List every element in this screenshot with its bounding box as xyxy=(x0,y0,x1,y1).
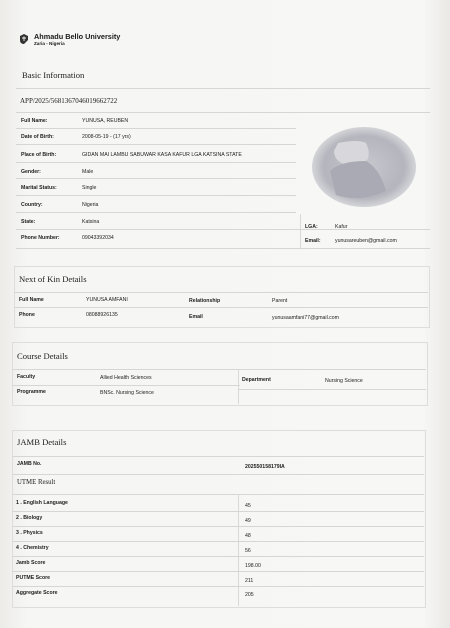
marital-label: Marital Status: xyxy=(21,185,57,191)
row-line xyxy=(16,195,296,196)
row-line xyxy=(12,571,424,572)
row-line xyxy=(16,178,296,179)
course-box xyxy=(12,342,428,406)
subject-label: 1 . English Language xyxy=(16,500,68,506)
full-name-value: YUNUSA, REUBEN xyxy=(82,118,129,124)
utme-title: UTME Result xyxy=(17,479,56,486)
jamb-score-value: 198.00 xyxy=(245,563,261,569)
country-label: Country: xyxy=(21,202,43,208)
country-value: Nigeria xyxy=(82,202,99,208)
row-line xyxy=(16,128,296,129)
university-name: Ahmadu Bello University xyxy=(34,32,121,41)
university-crest-icon xyxy=(18,33,30,45)
divider xyxy=(12,456,424,457)
application-number: APP/2025/5681367046019662722 xyxy=(20,97,118,105)
state-value: Katsina xyxy=(82,219,100,225)
faculty-label: Faculty xyxy=(17,374,36,380)
row-line xyxy=(12,556,424,557)
aggregate-score-value: 205 xyxy=(245,592,254,598)
lga-value: Kafur xyxy=(335,224,348,230)
divider xyxy=(16,112,430,113)
dob-label: Date of Birth: xyxy=(21,134,54,140)
subject-score: 49 xyxy=(245,518,251,524)
row-line xyxy=(12,511,424,512)
letterhead xyxy=(18,33,120,47)
row-line xyxy=(16,162,296,163)
row-line xyxy=(16,229,430,230)
kin-rel-label: Relationship xyxy=(189,298,221,304)
subject-label: 4 . Chemistry xyxy=(16,545,49,551)
course-title: Course Details xyxy=(17,351,68,361)
phone-label: Phone Number: xyxy=(21,235,60,241)
subject-score: 56 xyxy=(245,548,251,554)
jamb-no-label: JAMB No. xyxy=(17,461,42,467)
gender-label: Gender: xyxy=(21,169,41,175)
row-line xyxy=(12,526,424,527)
divider xyxy=(16,88,430,89)
state-label: State: xyxy=(21,219,36,225)
programme-label: Programme xyxy=(17,389,46,395)
jamb-no-value: 202550158179IA xyxy=(245,464,285,470)
programme-value: BNSc. Nursing Science xyxy=(100,390,154,396)
putme-score-value: 211 xyxy=(245,578,254,584)
basic-info-title: Basic Information xyxy=(22,70,85,80)
row-line xyxy=(238,389,426,390)
pob-label: Place of Birth: xyxy=(21,152,57,158)
pob-value: GIDAN MAI LAMBU SABUWAR KASA KAFUR LGA KATSINA STATE xyxy=(82,152,242,158)
col-line xyxy=(300,214,301,248)
kin-phone-value: 08088926135 xyxy=(86,312,118,318)
phone-value: 09043392034 xyxy=(82,235,114,241)
row-line xyxy=(16,144,296,145)
row-line xyxy=(16,248,430,249)
kin-name-label: Full Name xyxy=(19,297,44,303)
faculty-value: Allied Health Sciences xyxy=(100,375,152,381)
row-line xyxy=(12,474,424,475)
row-line xyxy=(12,494,424,495)
aggregate-score-label: Aggregate Score xyxy=(16,590,58,596)
row-line xyxy=(14,307,428,308)
subject-label: 2 . Biology xyxy=(16,515,43,521)
full-name-label: Full Name: xyxy=(21,118,48,124)
email-label: Email: xyxy=(305,238,321,244)
row-line xyxy=(12,541,424,542)
department-value: Nursing Science xyxy=(325,378,363,384)
kin-rel-value: Parent xyxy=(272,298,288,304)
university-location: Zaria - Nigeria xyxy=(34,41,65,46)
department-label: Department xyxy=(242,377,271,383)
gender-value: Male xyxy=(82,169,94,175)
kin-title: Next of Kin Details xyxy=(19,274,87,284)
email-value: yunusareuben@gmail.com xyxy=(335,238,397,244)
dob-value: 2008-05-19 - (17 yrs) xyxy=(82,134,131,140)
jamb-title: JAMB Details xyxy=(17,437,67,447)
marital-value: Single xyxy=(82,185,97,191)
lga-label: LGA: xyxy=(305,224,318,230)
col-line xyxy=(238,369,239,404)
kin-email-value: yunusaamfani77@gmail.com xyxy=(272,315,339,321)
subject-label: 3 . Physics xyxy=(16,530,43,536)
row-line xyxy=(16,212,296,213)
jamb-score-label: Jamb Score xyxy=(16,560,46,566)
kin-phone-label: Phone xyxy=(19,312,35,318)
row-line xyxy=(12,385,240,386)
kin-name-value: YUNUSA AMFANI xyxy=(86,297,128,303)
putme-score-label: PUTME Score xyxy=(16,575,51,581)
row-line xyxy=(12,586,424,587)
subject-score: 45 xyxy=(245,503,251,509)
divider xyxy=(12,369,426,370)
subject-score: 48 xyxy=(245,533,251,539)
divider xyxy=(14,292,428,293)
passport-photo xyxy=(300,121,430,214)
kin-email-label: Email xyxy=(189,314,203,320)
